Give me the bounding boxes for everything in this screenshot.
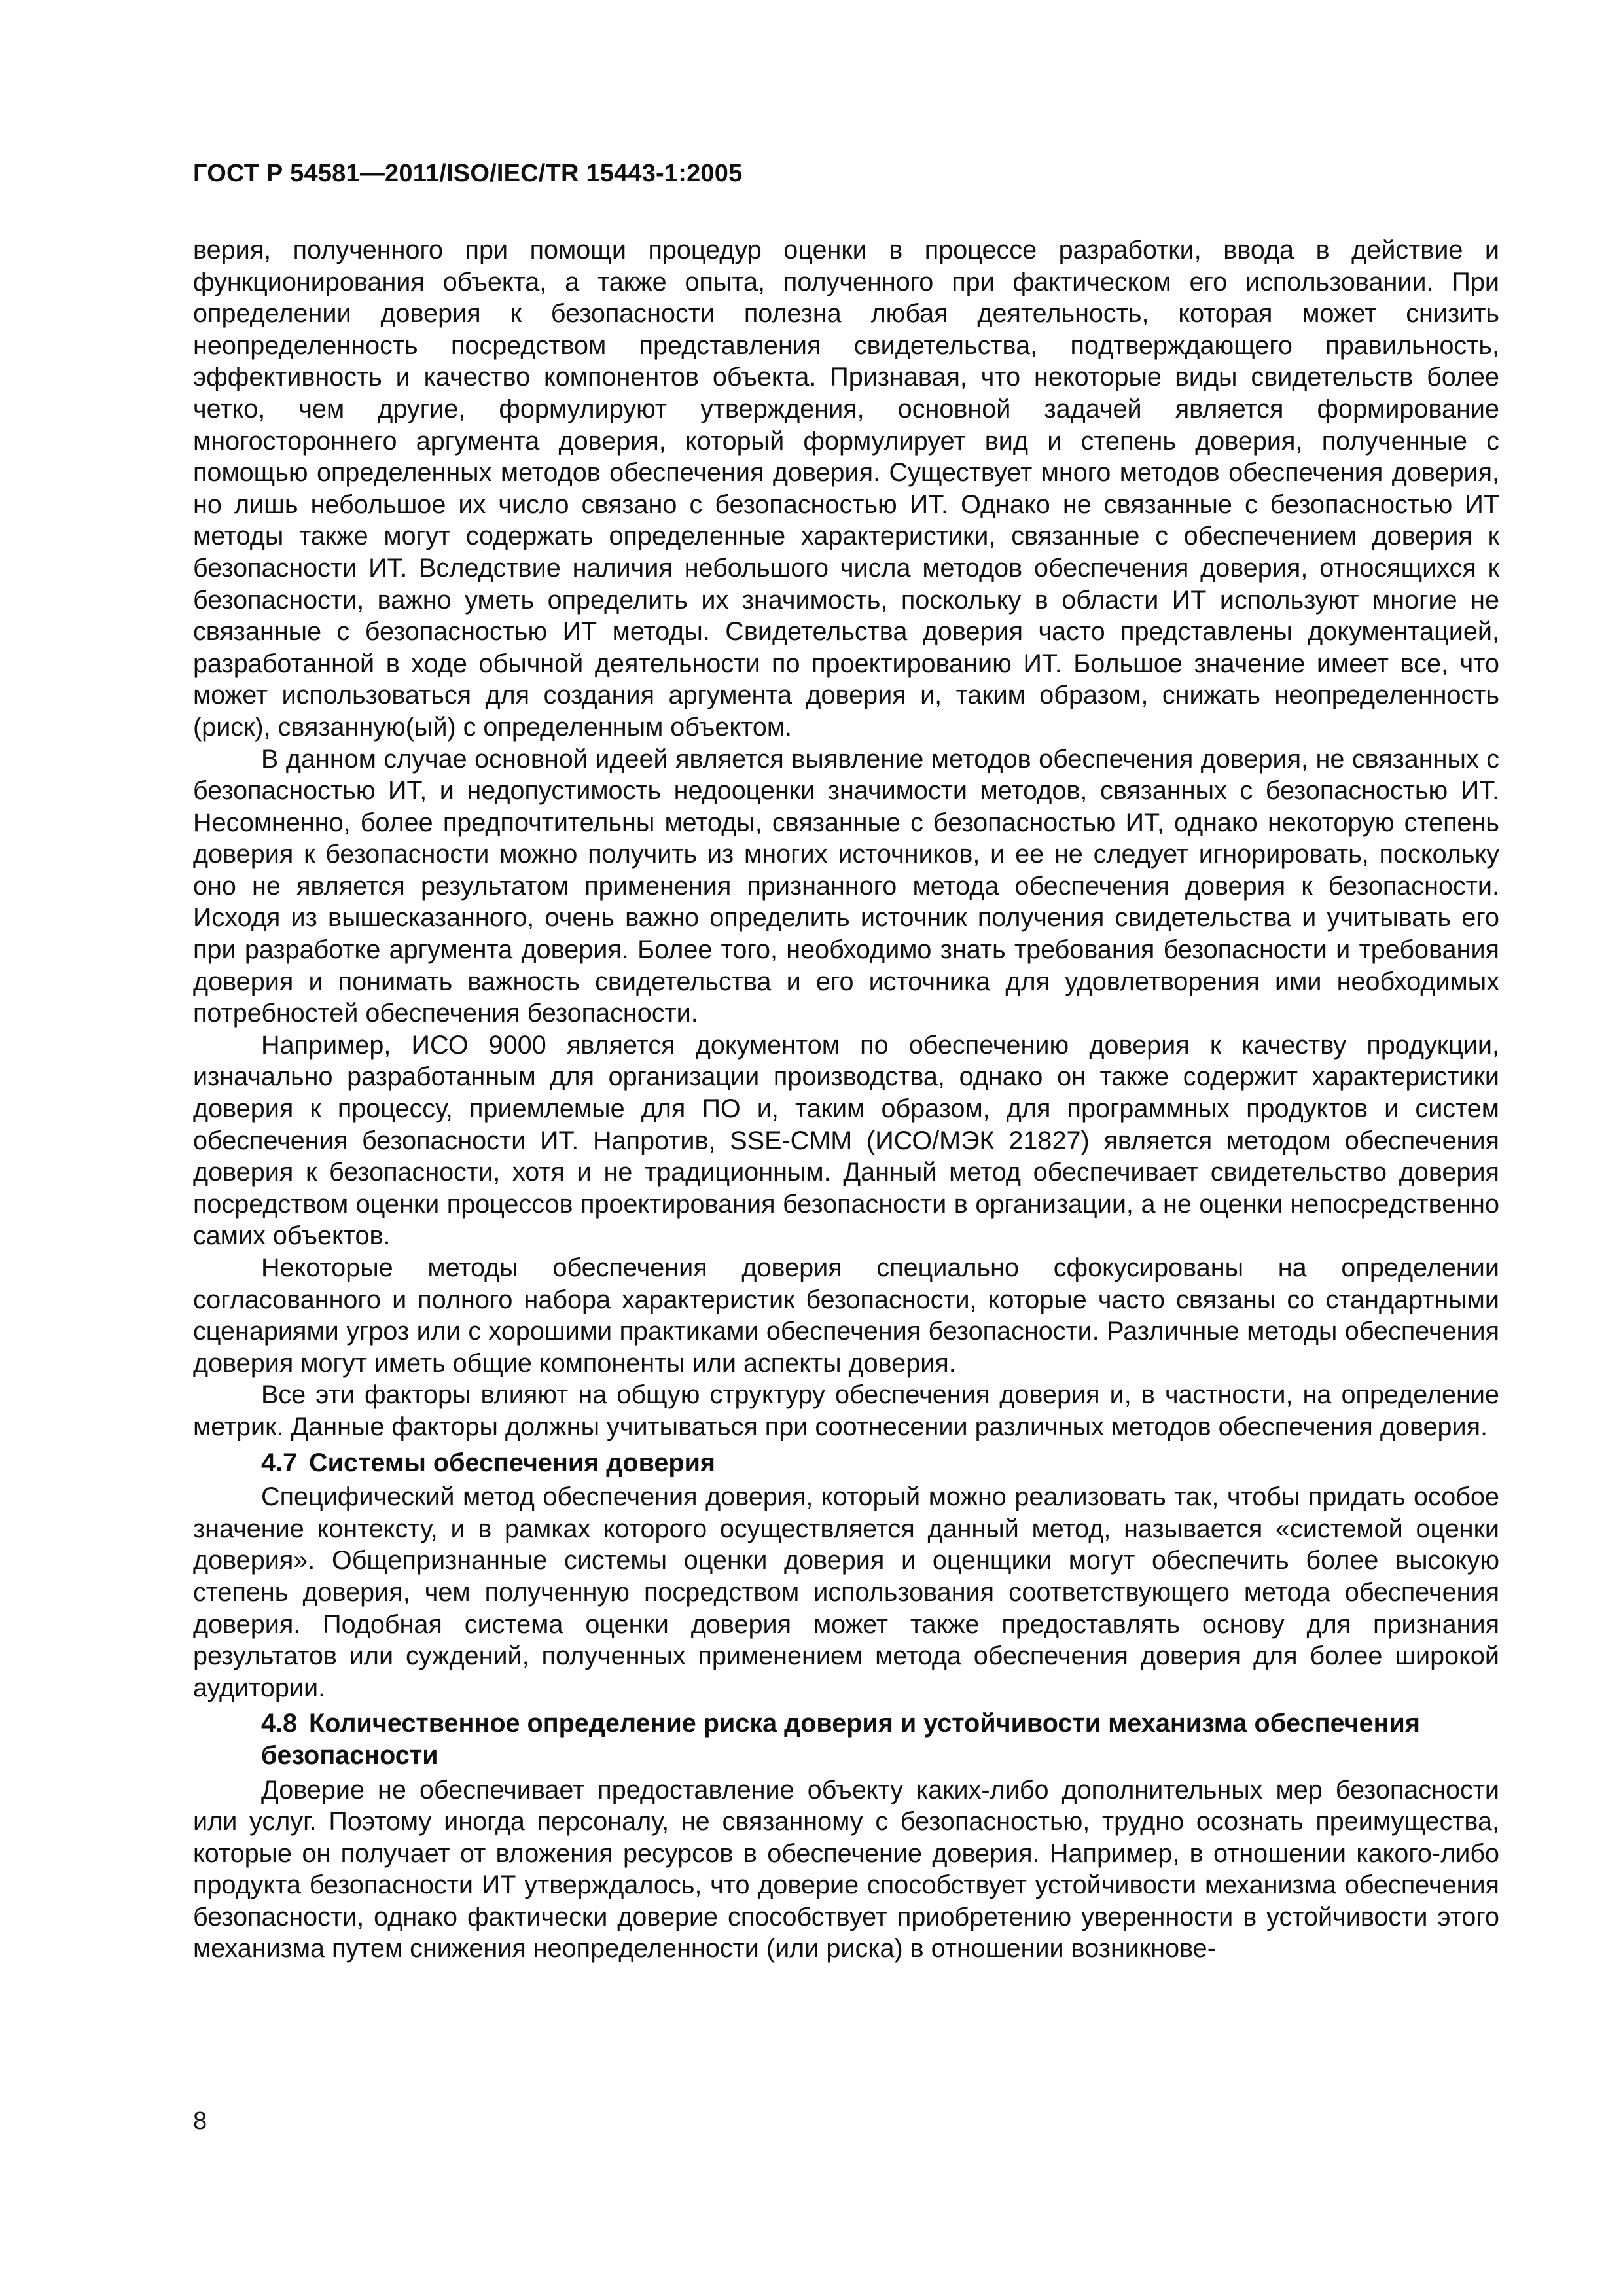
- document-header: ГОСТ Р 54581—2011/ISO/IEC/TR 15443-1:2005: [193, 160, 743, 187]
- section-number: 4.7: [261, 1448, 298, 1477]
- paragraph: Например, ИСО 9000 является документом по обеспечению доверия к качеству продукции, изначально разработанным для организации производства, однако он также содержит характеристики доверия к процессу, приемлемые для ПО и, таким образом, для программных продуктов и систем обеспечения безопасности ИТ. Напротив, SSE-CMM (ИСО/МЭК 21827) является методом обеспечения доверия к безопасности, хотя и не традиционным. Данный метод обеспечивает свидетельство доверия посредством оценки процессов проектирования безопасности в организации, а не оценки непосредственно самих объектов.: [193, 1030, 1499, 1251]
- section-title: Количественное определение риска доверия и устойчивости механизма обеспечения безопасности: [261, 1709, 1420, 1770]
- section-heading-4-8: [193, 1708, 1499, 1771]
- paragraph-continuation: верия, полученного при помощи процедур оценки в процессе разработки, ввода в действие и функционирования объекта, а также опыта, полученного при фактическом его использовании. При определении доверия к безопасности полезна любая деятельность, которая может снизить неопределенность посредством представления свидетельства, подтверждающего правильность, эффективность и качество компонентов объекта. Признавая, что некоторые виды свидетельств более четко, чем другие, формулируют утверждения, основной задачей является формирование многостороннего аргумента доверия, который формулирует вид и степень доверия, полученные с помощью определенных методов обеспечения доверия. Существует много методов обеспечения доверия, но лишь небольшое их число связано с безопасностью ИТ. Однако не связанные с безопасностью ИТ методы также могут содержать определенные характеристики, связанные с обеспечением доверия к безопасности ИТ. Вследствие наличия небольшого числа методов обеспечения доверия, относящихся к безопасности, важно уметь определить их значимость, поскольку в области ИТ используют многие не связанные с безопасностью ИТ методы. Свидетельства доверия часто представлены документацией, разработанной в ходе обычной деятельности по проектированию ИТ. Большое значение имеет все, что может использоваться для создания аргумента доверия и, таким образом, снижать неопределенность (риск), связанную(ый) с определенным объектом.: [193, 236, 1499, 742]
- page-number: 8: [193, 2108, 207, 2135]
- document-body: [193, 234, 1499, 1965]
- paragraph: Специфический метод обеспечения доверия, который можно реализовать так, чтобы придать особое значение контексту, и в рамках которого осуществляется данный метод, называется «системой оценки доверия». Общепризнанные системы оценки доверия и оценщики могут обеспечить более высокую степень доверия, чем полученную посредством использования соответствующего метода обеспечения доверия. Подобная система оценки доверия может также предоставлять основу для признания результатов или суждений, полученных применением метода обеспечения доверия для более широкой аудитории.: [193, 1482, 1499, 1702]
- paragraph: Все эти факторы влияют на общую структуру обеспечения доверия и, в частности, на определение метрик. Данные факторы должны учитываться при соотнесении различных методов обеспечения доверия.: [193, 1380, 1499, 1441]
- paragraph: В данном случае основной идеей является выявление методов обеспечения доверия, не связанных с безопасностью ИТ, и недопустимость недооценки значимости методов, связанных с безопасностью ИТ. Несомненно, более предпочтительны методы, связанные с безопасностью ИТ, однако некоторую степень доверия к безопасности можно получить из многих источников, и ее не следует игнорировать, поскольку оно не является результатом применения признанного метода обеспечения доверия к безопасности. Исходя из вышесказанного, очень важно определить источник получения свидетельства и учитывать его при разработке аргумента доверия. Более того, необходимо знать требования безопасности и требования доверия и понимать важность свидетельства и его источника для удовлетворения ими необходимых потребностей обеспечения безопасности.: [193, 744, 1499, 1028]
- section-title: Системы обеспечения доверия: [309, 1448, 715, 1477]
- paragraph: Доверие не обеспечивает предоставление объекту каких-либо дополнительных мер безопасности или услуг. Поэтому иногда персоналу, не связанному с безопасностью, трудно осознать преимущества, которые он получает от вложения ресурсов в обеспечение доверия. Например, в отношении какого-либо продукта безопасности ИТ утверждалось, что доверие способствует устойчивости механизма обеспечения безопасности, однако фактически доверие способствует приобретению уверенности в устойчивости этого механизма путем снижения неопределенности (или риска) в отношении возникнове-: [193, 1775, 1499, 1964]
- section-number: 4.8: [261, 1709, 298, 1738]
- paragraph: Некоторые методы обеспечения доверия специально сфокусированы на определении согласованного и полного набора характеристик безопасности, которые часто связаны со стандартными сценариями угроз или с хорошими практиками обеспечения безопасности. Различные методы обеспечения доверия могут иметь общие компоненты или аспекты доверия.: [193, 1253, 1499, 1378]
- section-heading-4-7: [193, 1447, 1499, 1479]
